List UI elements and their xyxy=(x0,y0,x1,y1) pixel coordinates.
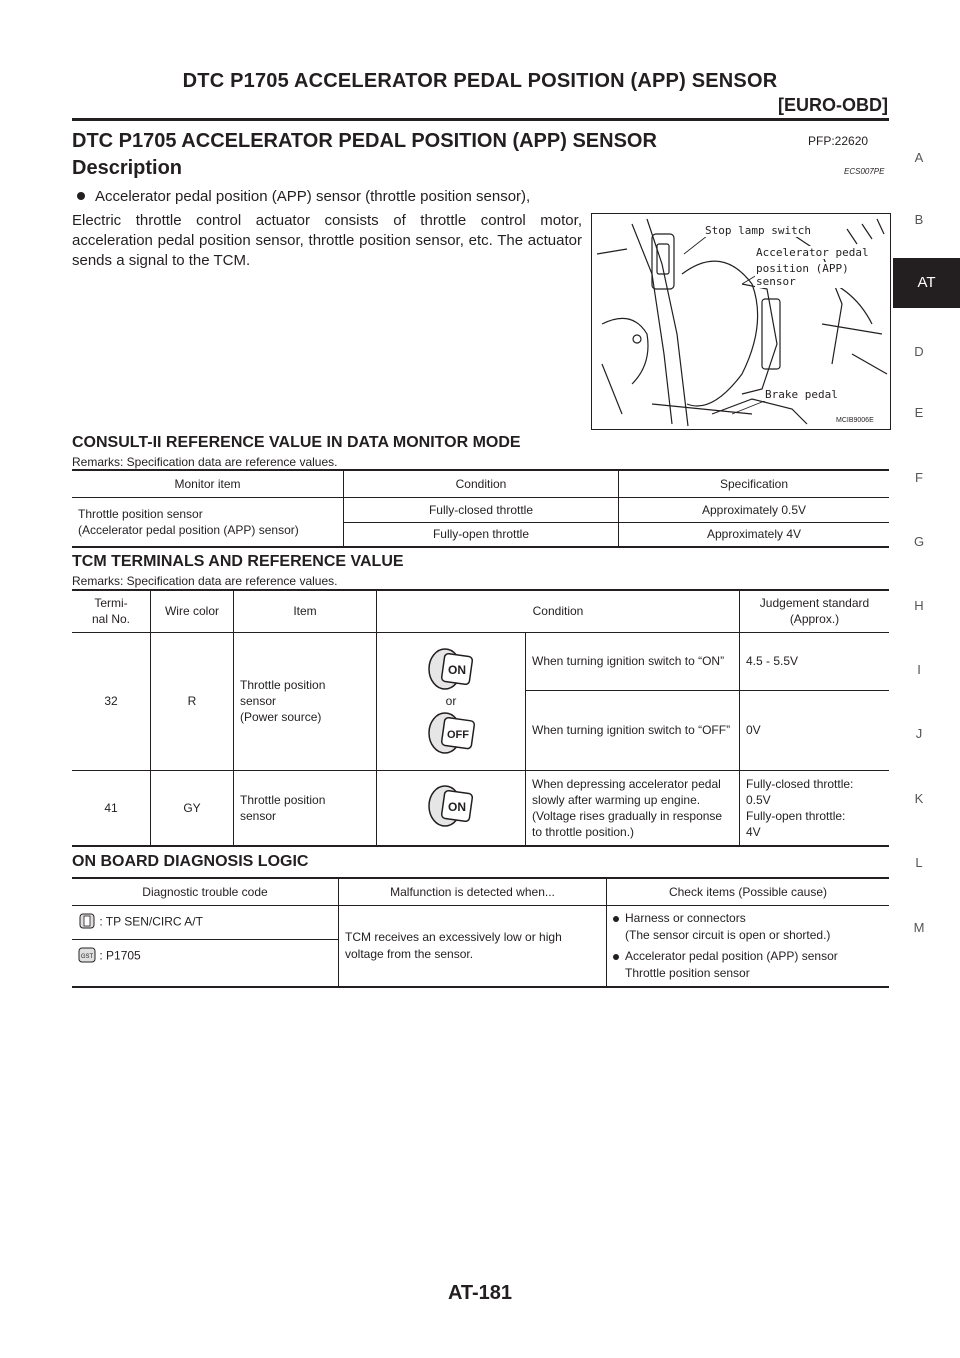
gst-tool-icon xyxy=(78,946,96,967)
description-paragraph: Electric throttle control actuator consists of throttle control motor, acceleration pedal position sensor, throttle position sensor, etc. The actuator sends a signal to the TCM. xyxy=(72,212,582,269)
obd-malfunction: TCM receives an excessively low or high voltage from the sensor. xyxy=(339,905,607,987)
description-bullet xyxy=(77,188,530,205)
bullet-icon xyxy=(77,192,85,200)
consult-tool-icon xyxy=(78,912,96,933)
tcm-icon-cell-1 xyxy=(377,632,526,770)
side-index-k[interactable]: K xyxy=(914,791,924,806)
ignition-on-icon xyxy=(377,645,525,693)
label-app-sensor-line2: position (APP) sensor xyxy=(755,262,890,288)
side-index-b[interactable]: B xyxy=(914,212,924,227)
tcm-terminal-32: 32 xyxy=(104,694,118,708)
or-text: or xyxy=(445,694,457,708)
consult-header-spec: Specification xyxy=(619,470,890,497)
obd-check-item-2 xyxy=(613,948,883,982)
obd-check-item-1 xyxy=(613,910,883,944)
label-app-sensor-line1: Accelerator pedal xyxy=(756,246,869,259)
tcm-cond-off: When turning ignition switch to “OFF” xyxy=(526,690,740,770)
label-brake-pedal: Brake pedal xyxy=(765,388,838,401)
tcm-header-standard: Judgement standard (Approx.) xyxy=(740,590,890,632)
obd-check-1-text: Harness or connectors (The sensor circuit is open or shorted.) xyxy=(625,910,831,942)
ecs-code: ECS007PE xyxy=(844,167,885,176)
tcm-cond-on: When turning ignition switch to “ON” xyxy=(526,632,740,690)
section-title: DTC P1705 ACCELERATOR PEDAL POSITION (APP) SENSOR xyxy=(72,130,657,152)
tcm-cond-depress: When depressing accelerator pedal slowly after warming up engine. (Voltage rises gradually in response to throttle position.) xyxy=(526,770,740,846)
bullet-icon xyxy=(613,910,625,944)
obd-code-gst: : P1705 xyxy=(99,948,141,963)
running-header-subtitle: [EURO-OBD] xyxy=(778,95,888,115)
consult-header-condition: Condition xyxy=(344,470,619,497)
tcm-std-off: 0V xyxy=(740,690,890,770)
figure-id: MCIB9006E xyxy=(836,417,874,424)
obd-header-check: Check items (Possible cause) xyxy=(607,878,890,905)
obd-code-consult-cell xyxy=(72,905,339,939)
tcm-std-throttle: Fully-closed throttle: 0.5V Fully-open throttle: 4V xyxy=(740,770,890,846)
tcm-header-condition: Condition xyxy=(377,590,740,632)
side-index-d[interactable]: D xyxy=(914,344,924,359)
side-index-m[interactable]: M xyxy=(913,920,925,935)
obd-check-cell xyxy=(607,905,890,987)
tcm-wire-gy: GY xyxy=(151,770,234,846)
obd-heading: ON BOARD DIAGNOSIS LOGIC xyxy=(72,853,309,870)
side-index-at-active[interactable]: AT xyxy=(893,258,960,308)
consult-remark: Remarks: Specification data are reference values. xyxy=(72,455,338,469)
tcm-std-on: 4.5 - 5.5V xyxy=(740,632,890,690)
page-number: AT-181 xyxy=(447,1282,513,1304)
side-index-e[interactable]: E xyxy=(914,405,924,420)
consult-spec-closed: Approximately 0.5V xyxy=(619,497,890,522)
gst-icon-text: GST xyxy=(80,953,94,960)
ignition-on-icon-2 xyxy=(377,782,525,833)
side-index-j[interactable]: J xyxy=(915,726,923,741)
side-index-i[interactable]: I xyxy=(917,662,921,677)
tcm-header-terminal: Termi- nal No. xyxy=(91,596,131,627)
consult-header-monitor: Monitor item xyxy=(174,476,241,491)
bullet-icon xyxy=(613,948,625,982)
tcm-icon-cell-2 xyxy=(377,770,526,846)
ignition-off-icon xyxy=(377,709,525,757)
consult-heading: CONSULT-II REFERENCE VALUE IN DATA MONITOR MODE xyxy=(72,434,521,451)
tcm-table xyxy=(72,589,889,847)
ignition-on-text: ON xyxy=(448,663,466,677)
tcm-header-item: Item xyxy=(234,590,377,632)
consult-spec-open: Approximately 4V xyxy=(619,522,890,547)
tcm-terminal-41: 41 xyxy=(104,800,118,815)
description-heading: Description xyxy=(72,157,183,179)
label-stop-lamp-switch: Stop lamp switch xyxy=(705,224,811,237)
obd-header-dtc: Diagnostic trouble code xyxy=(142,884,268,899)
tcm-wire-r: R xyxy=(151,632,234,770)
tcm-item-power-source: Throttle position sensor (Power source) xyxy=(234,632,377,770)
obd-code-consult: : TP SEN/CIRC A/T xyxy=(99,914,203,929)
obd-code-gst-cell xyxy=(72,939,339,987)
header-rule xyxy=(72,118,889,121)
consult-monitor-item: Throttle position sensor (Accelerator pedal position (APP) sensor) xyxy=(78,506,299,537)
obd-header-malfunction: Malfunction is detected when... xyxy=(339,878,607,905)
side-index-a[interactable]: A xyxy=(914,150,924,165)
tcm-header-wire: Wire color xyxy=(151,590,234,632)
ignition-on-text-2: ON xyxy=(448,800,466,815)
running-header-title: DTC P1705 ACCELERATOR PEDAL POSITION (APP) SENSOR xyxy=(182,70,778,92)
side-index-f[interactable]: F xyxy=(915,470,923,485)
obd-check-2-text: Accelerator pedal position (APP) sensor Throttle position sensor xyxy=(625,948,838,980)
ignition-off-text: OFF xyxy=(447,729,469,741)
obd-table xyxy=(72,877,889,988)
pfp-code: PFP:22620 xyxy=(808,134,869,148)
consult-table xyxy=(72,469,889,548)
consult-condition-closed: Fully-closed throttle xyxy=(344,497,619,522)
pedal-location-figure xyxy=(591,213,891,430)
bullet-text: Accelerator pedal position (APP) sensor (throttle position sensor), xyxy=(95,188,531,205)
side-index-l[interactable]: L xyxy=(915,855,923,870)
side-index-h[interactable]: H xyxy=(914,598,924,613)
consult-condition-open: Fully-open throttle xyxy=(344,522,619,547)
tcm-item-sensor: Throttle position sensor xyxy=(234,770,377,846)
tcm-remark: Remarks: Specification data are reference values. xyxy=(72,574,338,588)
tcm-heading: TCM TERMINALS AND REFERENCE VALUE xyxy=(72,553,404,570)
side-index-g[interactable]: G xyxy=(913,534,925,549)
